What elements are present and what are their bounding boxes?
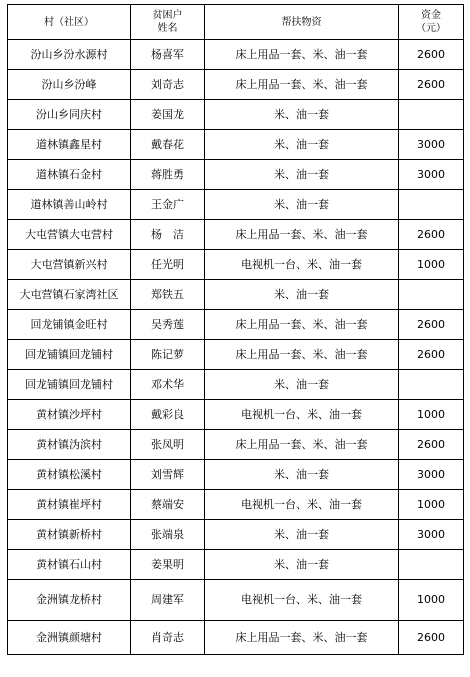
cell-village: 黄材镇石山村 bbox=[8, 550, 131, 580]
cell-name: 刘雪辉 bbox=[131, 460, 205, 490]
cell-village: 回龙铺镇回龙铺村 bbox=[8, 370, 131, 400]
cell-village: 黄材镇沩滨村 bbox=[8, 430, 131, 460]
cell-fund bbox=[399, 550, 464, 580]
header-fund-line1: 资金 bbox=[421, 10, 441, 21]
cell-items: 床上用品一套、米、油一套 bbox=[205, 70, 399, 100]
table-row bbox=[8, 460, 464, 490]
cell-name: 姜果明 bbox=[131, 550, 205, 580]
cell-village: 大屯营镇大屯营村 bbox=[8, 220, 131, 250]
aid-table-sheet bbox=[7, 4, 464, 655]
cell-name: 肖奇志 bbox=[131, 621, 205, 655]
header-name bbox=[131, 5, 205, 40]
cell-village: 黄材镇新桥村 bbox=[8, 520, 131, 550]
table-row bbox=[8, 190, 464, 220]
cell-items: 米、油一套 bbox=[205, 160, 399, 190]
table-row bbox=[8, 160, 464, 190]
cell-items: 电视机一台、米、油一套 bbox=[205, 580, 399, 621]
aid-distribution-table bbox=[7, 4, 464, 655]
cell-name: 戴彩良 bbox=[131, 400, 205, 430]
cell-items: 米、油一套 bbox=[205, 460, 399, 490]
cell-name: 戴春花 bbox=[131, 130, 205, 160]
cell-name: 王金广 bbox=[131, 190, 205, 220]
cell-name: 刘奇志 bbox=[131, 70, 205, 100]
cell-name: 蔡端安 bbox=[131, 490, 205, 520]
cell-items: 电视机一台、米、油一套 bbox=[205, 250, 399, 280]
cell-fund: 3000 bbox=[399, 520, 464, 550]
cell-fund bbox=[399, 190, 464, 220]
cell-items: 米、油一套 bbox=[205, 550, 399, 580]
table-row bbox=[8, 250, 464, 280]
cell-name: 邓术华 bbox=[131, 370, 205, 400]
cell-name: 周建军 bbox=[131, 580, 205, 621]
header-village: 村（社区） bbox=[8, 5, 131, 40]
cell-village: 黄材镇松溪村 bbox=[8, 460, 131, 490]
cell-items: 米、油一套 bbox=[205, 370, 399, 400]
table-row bbox=[8, 280, 464, 310]
cell-name: 吴秀莲 bbox=[131, 310, 205, 340]
cell-fund bbox=[399, 100, 464, 130]
cell-fund: 1000 bbox=[399, 250, 464, 280]
cell-name: 陈记萝 bbox=[131, 340, 205, 370]
header-name-line1: 贫困户 bbox=[152, 10, 183, 21]
cell-fund bbox=[399, 370, 464, 400]
table-row bbox=[8, 220, 464, 250]
cell-village: 回龙铺镇金旺村 bbox=[8, 310, 131, 340]
table-row bbox=[8, 550, 464, 580]
table-row bbox=[8, 430, 464, 460]
cell-name: 张端泉 bbox=[131, 520, 205, 550]
cell-items: 电视机一台、米、油一套 bbox=[205, 490, 399, 520]
table-row bbox=[8, 310, 464, 340]
cell-items: 米、油一套 bbox=[205, 190, 399, 220]
cell-name: 蒋胜勇 bbox=[131, 160, 205, 190]
cell-items: 床上用品一套、米、油一套 bbox=[205, 621, 399, 655]
cell-village: 汾山乡汾峰 bbox=[8, 70, 131, 100]
table-row bbox=[8, 490, 464, 520]
cell-name: 郑铁五 bbox=[131, 280, 205, 310]
cell-fund: 2600 bbox=[399, 621, 464, 655]
cell-items: 床上用品一套、米、油一套 bbox=[205, 220, 399, 250]
table-header-row bbox=[8, 5, 464, 40]
cell-fund: 3000 bbox=[399, 460, 464, 490]
cell-fund: 1000 bbox=[399, 580, 464, 621]
table-row bbox=[8, 520, 464, 550]
table-row bbox=[8, 70, 464, 100]
table-row bbox=[8, 100, 464, 130]
cell-name: 张凤明 bbox=[131, 430, 205, 460]
cell-items: 床上用品一套、米、油一套 bbox=[205, 340, 399, 370]
cell-fund: 1000 bbox=[399, 490, 464, 520]
cell-village: 道林镇善山岭村 bbox=[8, 190, 131, 220]
cell-items: 床上用品一套、米、油一套 bbox=[205, 40, 399, 70]
cell-fund: 3000 bbox=[399, 160, 464, 190]
table-row bbox=[8, 40, 464, 70]
cell-name: 任光明 bbox=[131, 250, 205, 280]
table-row bbox=[8, 580, 464, 621]
cell-name: 姜国龙 bbox=[131, 100, 205, 130]
cell-items: 米、油一套 bbox=[205, 520, 399, 550]
table-row bbox=[8, 621, 464, 655]
header-fund-line2: （元） bbox=[416, 23, 446, 34]
cell-items: 电视机一台、米、油一套 bbox=[205, 400, 399, 430]
cell-items: 床上用品一套、米、油一套 bbox=[205, 310, 399, 340]
cell-fund bbox=[399, 280, 464, 310]
cell-village: 金洲镇颜塘村 bbox=[8, 621, 131, 655]
table-row bbox=[8, 130, 464, 160]
cell-village: 黄材镇崔坪村 bbox=[8, 490, 131, 520]
cell-name: 杨 洁 bbox=[131, 220, 205, 250]
cell-fund: 1000 bbox=[399, 400, 464, 430]
table-row bbox=[8, 370, 464, 400]
header-items: 帮扶物资 bbox=[205, 5, 399, 40]
header-fund bbox=[399, 5, 464, 40]
header-name-line2: 姓名 bbox=[157, 23, 178, 34]
cell-fund: 2600 bbox=[399, 70, 464, 100]
cell-fund: 2600 bbox=[399, 40, 464, 70]
cell-village: 金洲镇龙桥村 bbox=[8, 580, 131, 621]
cell-fund: 3000 bbox=[399, 130, 464, 160]
cell-village: 道林镇石金村 bbox=[8, 160, 131, 190]
cell-village: 道林镇鑫星村 bbox=[8, 130, 131, 160]
cell-village: 黄材镇沙坪村 bbox=[8, 400, 131, 430]
cell-village: 大屯营镇石家湾社区 bbox=[8, 280, 131, 310]
cell-items: 米、油一套 bbox=[205, 100, 399, 130]
cell-items: 床上用品一套、米、油一套 bbox=[205, 430, 399, 460]
cell-village: 汾山乡汾水源村 bbox=[8, 40, 131, 70]
table-row bbox=[8, 340, 464, 370]
cell-fund: 2600 bbox=[399, 220, 464, 250]
cell-village: 汾山乡同庆村 bbox=[8, 100, 131, 130]
cell-name: 杨喜军 bbox=[131, 40, 205, 70]
cell-items: 米、油一套 bbox=[205, 280, 399, 310]
cell-fund: 2600 bbox=[399, 430, 464, 460]
cell-fund: 2600 bbox=[399, 310, 464, 340]
cell-items: 米、油一套 bbox=[205, 130, 399, 160]
table-row bbox=[8, 400, 464, 430]
cell-fund: 2600 bbox=[399, 340, 464, 370]
cell-village: 回龙铺镇回龙铺村 bbox=[8, 340, 131, 370]
cell-village: 大屯营镇新兴村 bbox=[8, 250, 131, 280]
